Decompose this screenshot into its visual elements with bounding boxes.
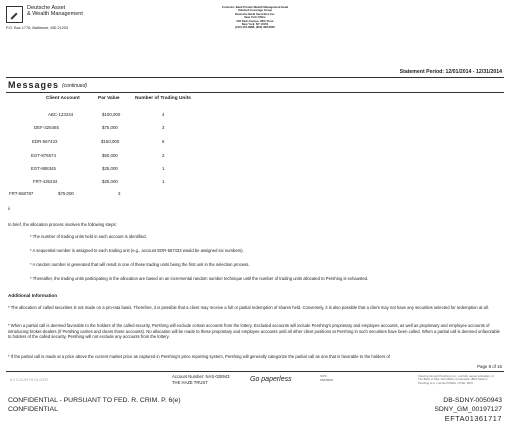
clearing-line: Pershing LLC, member FINRA, NYSE, SIPC <box>418 380 474 385</box>
footer-account <box>172 374 230 386</box>
address-line: 345 Park Avenue, 26th Floor <box>236 18 274 23</box>
table-cell-par: $75,000 <box>58 191 74 196</box>
footer-mark: ACCOUNTHOLDER <box>10 378 49 382</box>
go-paperless-logo: Go paperless <box>250 376 292 383</box>
table-cell-par: $25,000 <box>102 166 118 171</box>
efta-number: EFTA01361717 <box>444 414 502 423</box>
clearing-line: Clearing through Pershing LLC, a wholly owned subsidiary of <box>418 374 494 378</box>
clearing-line: The Bank of New York Mellon Corporation (BNY Mellon) <box>418 377 488 382</box>
additional-para: * The allocation of called securities is not made on a pro-rata basis. Therefore, it is possible that a client may receive a full or partial redemption of shares held. Conversely, it is also possible that a client may not have any securities selected for redemption at all. <box>8 305 489 310</box>
table-cell-units: 1 <box>162 179 165 184</box>
additional-para: * If the partial call is made at a price above the current market price as captured in Pershing's price reporting system, Pershing will generally categorize the partial call as one that is favorable to the holders of <box>8 354 390 359</box>
table-cell-par: $100,000 <box>102 112 121 117</box>
table-cell-account: FRT-658787 <box>9 191 34 196</box>
confidential-line1: CONFIDENTIAL - PURSUANT TO FED. R. CRIM. P. 6(e) <box>8 397 181 404</box>
col-header-units: Number of Trading Units <box>135 96 191 101</box>
brand-name <box>27 5 83 17</box>
step-item: * A sequential number is assigned to each trading unit (e.g., account EDR-567433 would be assigned six numbers). <box>30 248 244 253</box>
statement-period: Statement Period: 12/01/2014 - 12/31/2014 <box>399 69 502 75</box>
step-item: * A random number is generated that will result in one of these trading units being the first unit in the selection process. <box>30 262 250 267</box>
table-cell-units: 6 <box>162 139 165 144</box>
branch-address <box>210 6 300 30</box>
additional-para: * When a partial call is deemed favorable to the holders of the called security, Pershing will exclude certain accounts from the lottery. Excluded accounts will include Pershing's proprietary and employee accounts, as well as proprietary and employee accounts of introducing broker-dealers (if Pershing carries and clears those accounts). No allocation will be made to these proprietary and employee accounts until all other client positions at Pershing in such securities have been called. When a partial call is deemed unfavorable to holders of the called security, Pershing will not exclude any accounts from the lottery. <box>8 323 500 339</box>
divider <box>6 92 504 93</box>
intro-text: In brief, the allocation process involves the following steps: <box>8 222 117 227</box>
footer-clearing-text <box>418 375 506 385</box>
account-number: Account Number: NAS-028943 <box>172 374 230 379</box>
table-cell-units: 3 <box>162 125 165 130</box>
account-name: THE HAZE TRUST <box>172 380 208 385</box>
divider <box>6 77 504 78</box>
table-cell-account: EGT-888345 <box>31 166 56 171</box>
messages-title: Messages <box>8 80 60 90</box>
col-header-par: Par Value <box>98 96 120 101</box>
table-cell-par: $75,000 <box>102 125 118 130</box>
table-cell-account: EGT-876574 <box>31 153 56 158</box>
table-cell-account: DEF-325465 <box>34 125 59 130</box>
address-line: New York Office <box>244 15 266 20</box>
messages-subtitle: (continued) <box>62 83 88 89</box>
table-cell-par: $150,000 <box>101 139 120 144</box>
table-cell-units: 3 <box>118 191 121 196</box>
bates-number: DB-SDNY-0050943 <box>443 397 502 404</box>
deutsche-logo-icon <box>6 6 23 23</box>
address-line: New York, NY 10154 <box>241 22 269 27</box>
table-cell-units: 1 <box>162 166 165 171</box>
bates-number: SDNY_GM_00197127 <box>434 406 502 413</box>
small-mark: ii <box>8 206 10 211</box>
address-line: Deutsche Bank Securities Inc. <box>235 11 275 16</box>
table-cell-par: $50,000 <box>102 153 118 158</box>
confidential-line2: CONFIDENTIAL <box>8 406 58 413</box>
brand-line2: & Wealth Management <box>27 11 83 17</box>
pobox: P.O. Box 1776, Baltimore, MD 21203 <box>6 26 68 30</box>
additional-info-heading: Additional Information <box>8 293 57 298</box>
sipc-badge <box>320 375 333 382</box>
table-cell-par: $25,000 <box>102 179 118 184</box>
badge-line: MEMBER <box>320 377 334 382</box>
step-item: * Thereafter, the trading units participating in the allocation are based on an incremental random number technique until the number of trading units allocated to Pershing is exhausted. <box>30 276 369 281</box>
table-cell-units: 2 <box>162 153 165 158</box>
table-cell-account: ABC-123234 <box>48 112 74 117</box>
table-cell-account: FRT-435234 <box>33 179 58 184</box>
col-header-account: Client Account <box>46 96 80 101</box>
table-cell-units: 4 <box>162 112 165 117</box>
address-line: Stanford Coverage Group <box>237 8 273 13</box>
page-number: Page 8 of 15 <box>477 364 502 369</box>
address-line: Contents: Bank Private Wealth Management Head <box>221 5 289 9</box>
address-line: (212) 454-9988, (800) 368-0800 <box>235 25 275 30</box>
table-cell-account: EDR-567433 <box>32 139 58 144</box>
brand-line1: Deutsche Asset <box>27 5 66 11</box>
badge-line: SIPC <box>320 374 328 378</box>
divider <box>6 371 504 372</box>
step-item: * The number of trading units held in each account is identified. <box>30 234 147 239</box>
